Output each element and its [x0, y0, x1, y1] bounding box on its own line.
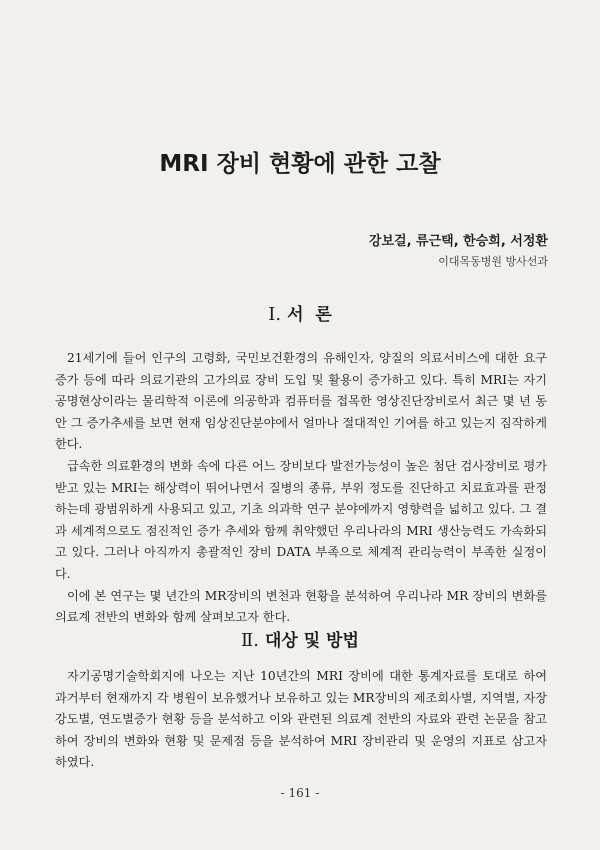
section-number: Ⅰ. [268, 304, 282, 325]
section-title: 서 론 [287, 305, 332, 325]
body-paragraph: 자기공명기술학회지에 나오는 지난 10년간의 MRI 장비에 대한 통계자료를 토대로 하여 과거부터 현재까지 각 병원이 보유했거나 보유하고 있는 MR장비의 제조회사별, 지역별, 자장강도별, 연도별증가 현황 등을 분석하고 이와 관련된 의료계 전반의 자료와 관련 논문을 참고하여 장비의 변화와 현황 및 문제점 등을 분석하여 MRI 장비관리 및 운영의 지표로 삼고자 하였다. [55, 669, 547, 770]
page-number: - 161 - [280, 786, 320, 800]
introduction-body [55, 348, 547, 629]
paper-title: MRI 장비 현황에 관한 고찰 [159, 151, 441, 177]
body-paragraph: 급속한 의료환경의 변화 속에 다른 어느 장비보다 발전가능성이 높은 첨단 검사장비로 평가받고 있는 MRI는 해상력이 뛰어나면서 질병의 종류, 부위 정도를 진단하고 치료효과를 판정하는데 광범위하게 사용되고 있고, 기초 의과학 연구 분야에까지 영향력을 넓히고 있다. 그 결과 세계적으로도 점진적인 증가 추세와 함께 취약했던 우리나라의 MRI 생산능력도 가속화되고 있다. 그러나 아직까지 총괄적인 장비 DATA 부족으로 체계적 관리능력이 부족한 실정이다. [55, 458, 547, 581]
body-paragraph: 이에 본 연구는 몇 년간의 MR장비의 변천과 현황을 분석하여 우리나라 MR 장비의 변화를 의료계 전반의 변화와 함께 살펴보고자 한다. [55, 588, 547, 625]
author-affiliation: 이대목동병원 방사선과 [438, 255, 548, 268]
section-title: 대상 및 방법 [265, 631, 359, 651]
body-paragraph: 21세기에 들어 인구의 고령화, 국민보건환경의 유해인자, 양질의 의료서비스에 대한 요구 증가 등에 따라 의료기관의 고가의료 장비 도입 및 활용이 증가하고 있다. 특히 MRI는 자기공명현상이라는 물리학적 이론에 의공학과 컴퓨터를 접목한 영상진단장비로서 최근 몇 년 동안 그 증가추세를 보면 현재 임상진단분야에서 얼마나 절대적인 기여를 하고 있는지 짐작하게 한다. [55, 351, 547, 452]
section-number: Ⅱ. [241, 630, 259, 651]
methods-body [55, 666, 547, 774]
section-heading-methods [0, 626, 600, 651]
section-heading-introduction [0, 300, 600, 325]
author-list: 강보걸, 류근택, 한승희, 서정환 [368, 234, 548, 249]
